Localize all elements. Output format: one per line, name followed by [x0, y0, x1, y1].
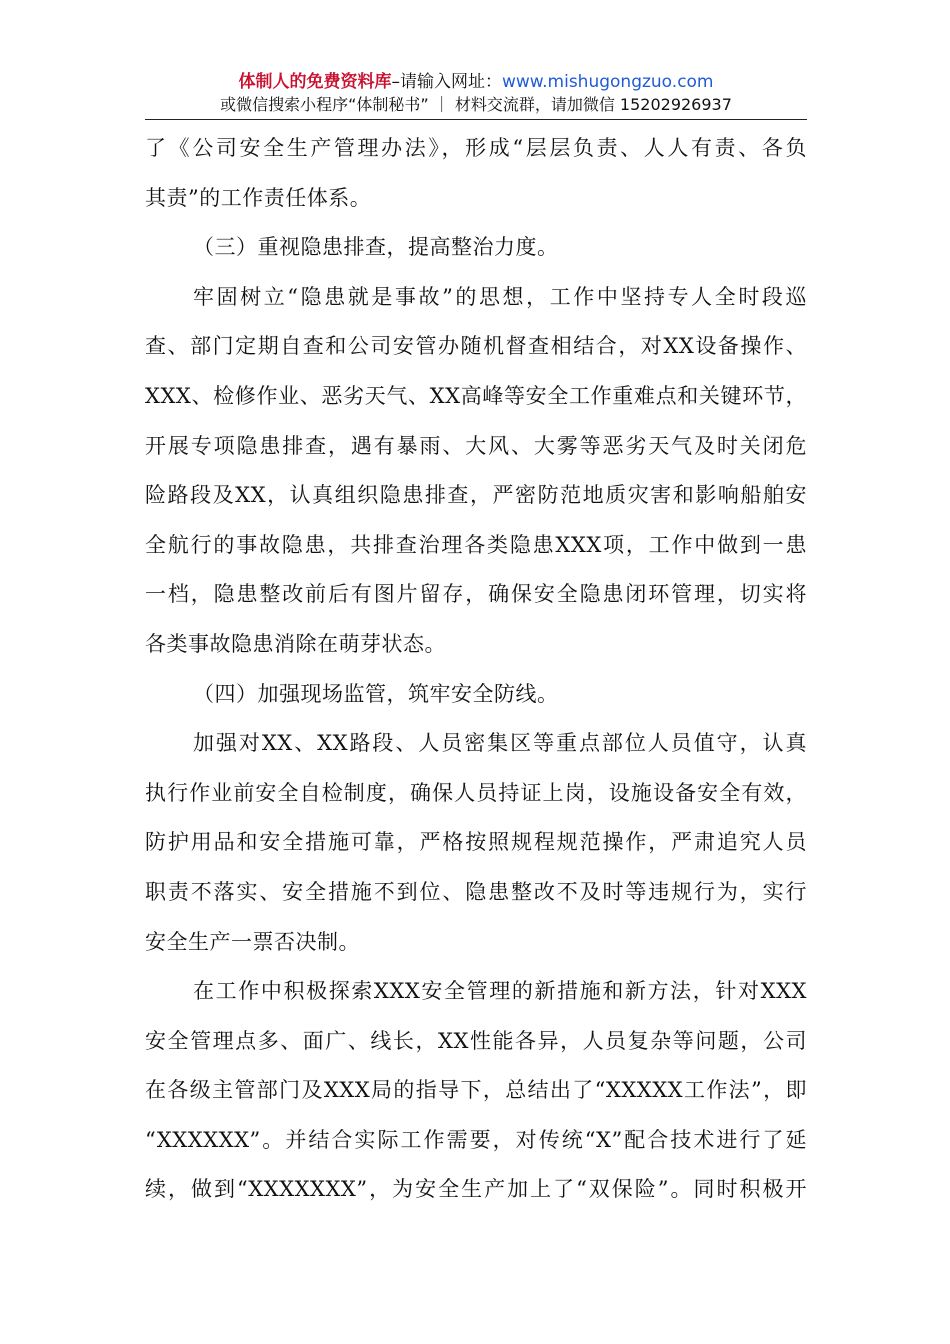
body-line: 了《公司安全生产管理办法》，形成“层层负责、人人有责、各负 — [145, 136, 807, 160]
body-line: 防护用品和安全措施可靠，严格按照规程规范操作，严肃追究人员 — [145, 830, 807, 855]
body-line: 查、部门定期自查和公司安管办随机督查相结合，对XX设备操作、 — [145, 334, 807, 359]
header-brand: 体制人的免费资料库 — [238, 72, 392, 92]
document-body — [145, 124, 807, 1215]
body-line: 险路段及XX，认真组织隐患排查，严密防范地质灾害和影响船舶安 — [145, 483, 807, 508]
body-line: 一档，隐患整改前后有图片留存，确保安全隐患闭环管理，切实将 — [145, 582, 807, 607]
page-header — [145, 70, 807, 116]
header-url-link[interactable]: www.mishugongzuo.com — [501, 72, 714, 92]
header-line-1 — [145, 70, 807, 94]
header-divider — [145, 119, 807, 120]
header-prompt: –请输入网址： — [391, 72, 502, 92]
body-line: 各类事故隐患消除在萌芽状态。 — [145, 631, 446, 656]
body-line: 开展专项隐患排查，遇有暴雨、大风、大雾等恶劣天气及时关闭危 — [145, 433, 807, 458]
body-line: 加强对XX、XX路段、人员密集区等重点部位人员值守，认真 — [193, 731, 807, 756]
body-line: 执行作业前安全自检制度，确保人员持证上岗，设施设备安全有效， — [145, 780, 807, 805]
body-line: 牢固树立“隐患就是事故”的思想，工作中坚持专人全时段巡 — [193, 284, 807, 309]
body-line: “XXXXXX”。并结合实际工作需要，对传统“X”配合技术进行了延 — [145, 1127, 807, 1152]
header-line-2: 或微信搜索小程序“体制秘书” ｜ 材料交流群，请加微信 15202926937 — [220, 95, 732, 114]
body-line: 安全管理点多、面广、线长，XX性能各异，人员复杂等问题，公司 — [145, 1028, 807, 1053]
section-heading: （三）重视隐患排查，提高整治力度。 — [193, 235, 559, 260]
body-line: 全航行的事故隐患，共排查治理各类隐患XXX项，工作中做到一患 — [145, 532, 807, 557]
body-line: 续，做到“XXXXXXX”，为安全生产加上了“双保险”。同时积极开 — [145, 1177, 807, 1202]
body-line: XXX、检修作业、恶劣天气、XX高峰等安全工作重难点和关键环节， — [145, 383, 807, 408]
body-line: 在工作中积极探索XXX安全管理的新措施和新方法，针对XXX — [193, 979, 807, 1004]
section-heading: （四）加强现场监管，筑牢安全防线。 — [193, 681, 559, 706]
body-line: 安全生产一票否决制。 — [145, 929, 360, 954]
body-line: 其责”的工作责任体系。 — [145, 185, 372, 210]
body-line: 职责不落实、安全措施不到位、隐患整改不及时等违规行为，实行 — [145, 879, 807, 904]
body-line: 在各级主管部门及XXX局的指导下，总结出了“XXXXX工作法”，即 — [145, 1078, 807, 1103]
